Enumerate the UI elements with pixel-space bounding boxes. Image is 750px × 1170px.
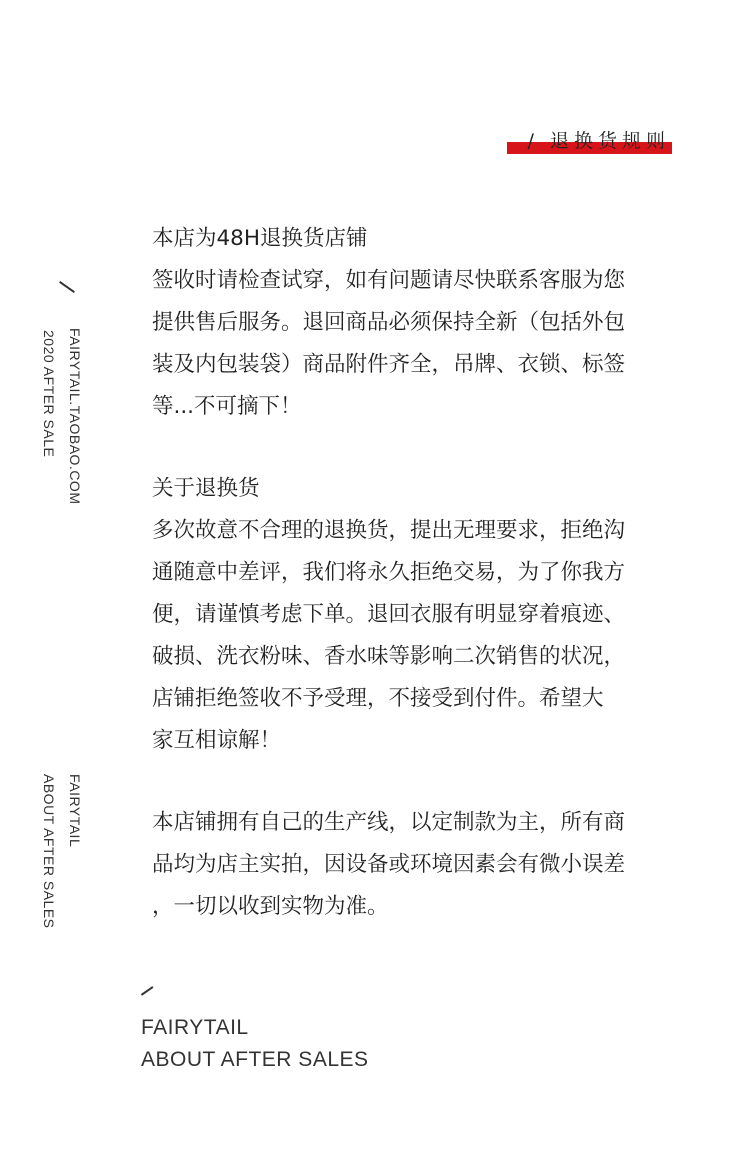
policy-section-48h bbox=[152, 218, 682, 428]
policy-line: 本店铺拥有自己的生产线，以定制款为主，所有商 bbox=[152, 810, 626, 835]
side-label-brand: FAIRYTAIL bbox=[67, 774, 83, 848]
policy-line: 品均为店主实拍，因设备或环境因素会有微小误差 bbox=[152, 852, 626, 877]
footer-subtitle: ABOUT AFTER SALES bbox=[141, 1048, 369, 1071]
policy-line: 等...不可摘下！ bbox=[152, 394, 302, 419]
policy-line: 签收时请检查试穿，如有问题请尽快联系客服为您 bbox=[152, 268, 626, 293]
policy-line: 破损、洗衣粉味、香水味等影响二次销售的状况， bbox=[152, 644, 626, 669]
policy-line: 多次故意不合理的退换货，提出无理要求，拒绝沟 bbox=[152, 518, 626, 543]
footer-brand: FAIRYTAIL bbox=[141, 1016, 249, 1039]
policy-line: 便，请谨慎考虑下单。退回衣服有明显穿着痕迹、 bbox=[152, 602, 626, 627]
policy-line: 家互相谅解！ bbox=[152, 728, 282, 753]
policy-line: 装及内包装袋）商品附件齐全，吊牌、衣锁、标签 bbox=[152, 352, 626, 377]
side-label-year: 2020 AFTER SALE bbox=[41, 330, 57, 458]
policy-section-production bbox=[152, 802, 682, 928]
policy-section-returns bbox=[152, 468, 682, 762]
policy-line: 通随意中差评，我们将永久拒绝交易，为了你我方 bbox=[152, 560, 626, 585]
policy-line: 店铺拒绝签收不予受理，不接受到付件。希望大 bbox=[152, 686, 604, 711]
policy-line: 提供售后服务。退回商品必须保持全新（包括外包 bbox=[152, 310, 626, 335]
section-header bbox=[507, 126, 672, 156]
section-heading: 关于退换货 bbox=[152, 476, 260, 501]
side-label-about: ABOUT AFTER SALES bbox=[41, 774, 57, 929]
footer-slash-divider bbox=[141, 986, 153, 995]
page-title: / 退换货规则 bbox=[527, 130, 670, 152]
side-slash-divider bbox=[59, 281, 75, 293]
policy-content bbox=[152, 218, 682, 968]
section-heading: 本店为48H退换货店铺 bbox=[152, 226, 368, 251]
side-label-site: FAIRYTAIL.TAOBAO.COM bbox=[67, 328, 83, 505]
policy-line: ，一切以收到实物为准。 bbox=[152, 894, 389, 919]
